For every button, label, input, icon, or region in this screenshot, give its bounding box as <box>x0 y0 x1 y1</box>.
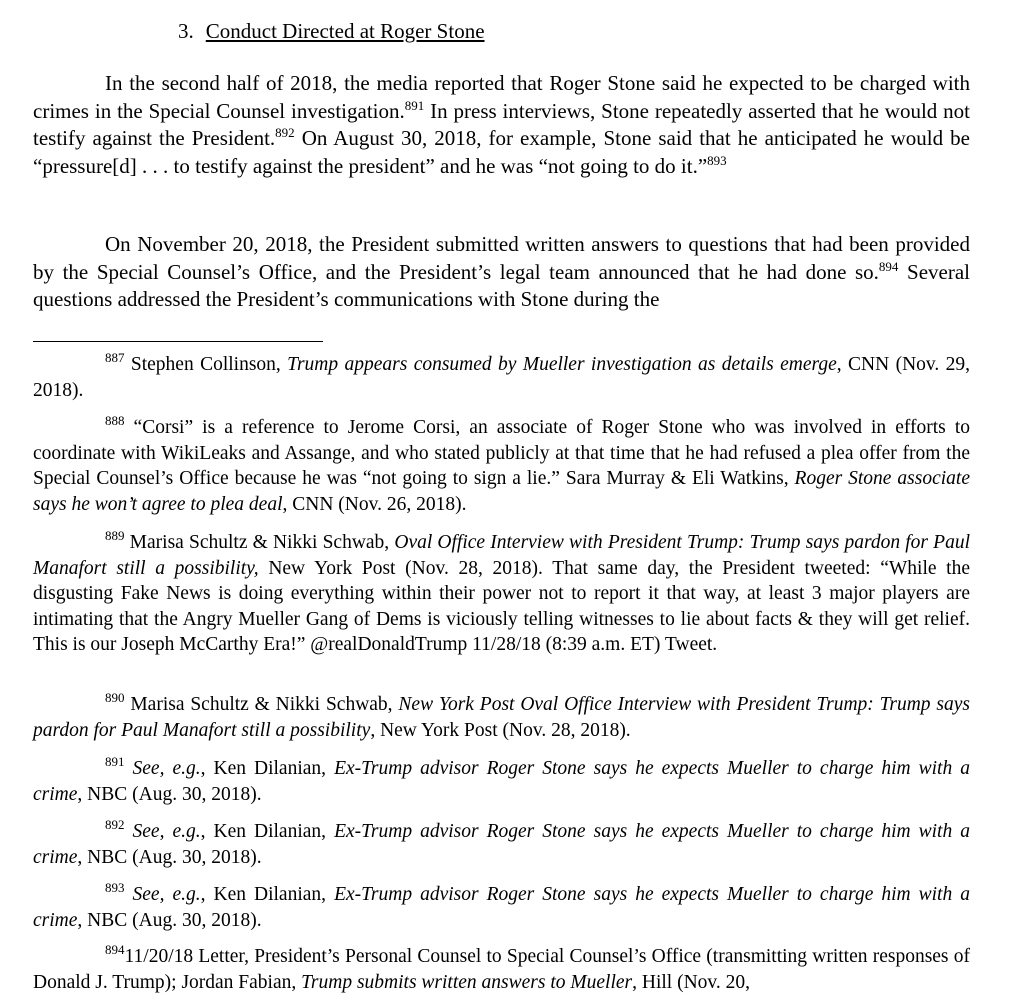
footnote-reference: 891 <box>404 97 425 113</box>
footnote-number: 888 <box>105 413 125 428</box>
text-run: , Hill (Nov. 20, <box>632 971 751 993</box>
italic-title: Roger Stone associate says he won’t agree to plea deal <box>33 468 970 515</box>
text-run: , Ken Dilanian, <box>200 758 335 779</box>
italic-title: Trump submits written answers to Mueller <box>301 971 633 993</box>
footnote <box>33 352 970 403</box>
footnote-number: 892 <box>105 817 125 832</box>
text-run <box>125 821 133 842</box>
body-paragraph <box>33 231 970 314</box>
italic-title: Ex-Trump advisor Roger Stone says he expects Mueller to charge him with a crime <box>33 884 970 931</box>
italic-title: Oval Office Interview with President Trump: Trump says pardon for Paul Manafort still a possibility, <box>33 532 970 579</box>
italic-title: New York Post Oval Office Interview with President Trump: Trump says pardon for Paul Manafort still a possibility <box>33 694 970 741</box>
text-run: , Ken Dilanian, <box>200 884 335 905</box>
italic-title: Trump appears consumed by Mueller investigation as details emerge <box>287 354 837 375</box>
italic-title: See, e.g. <box>132 884 201 905</box>
footnote <box>33 882 970 933</box>
footnote <box>33 819 970 870</box>
footnote-reference: 894 <box>878 258 899 274</box>
footnote <box>33 692 970 743</box>
text-run: Several questions addressed the President’s communications with Stone during the <box>33 259 970 311</box>
footnote-reference: 892 <box>275 125 295 140</box>
text-run: , CNN (Nov. 29, 2018). <box>33 354 971 401</box>
footnote-number: 893 <box>105 880 125 895</box>
footnote-reference: 893 <box>707 152 727 168</box>
footnote-number: 890 <box>105 690 125 705</box>
text-run: New York Post (Nov. 28, 2018). That same day, the President tweeted: “While the disgusting Fake News is doing everything within their power not to report it that way, at least 3 major players are intimating that the Angry Mueller Gang of Dems is viciously telling witnesses to lie about facts & they will get relief. This is our Joseph McCarthy Era!” @realDonaldTrump 11/28/18 (8:39 a.m. ET) Tweet. <box>33 557 971 655</box>
text-run: On November 20, 2018, the President submitted written answers to questions that had been provided by the Special Counsel’s Office, and the President’s legal team announced that he had done so. <box>33 232 970 284</box>
footnote <box>33 415 970 517</box>
footnote <box>33 530 970 658</box>
text-run: , CNN (Nov. 26, 2018). <box>282 493 467 515</box>
text-run: , NBC (Aug. 30, 2018). <box>77 846 262 868</box>
text-run: In the second half of 2018, the media reported that Roger Stone said he expected to be charged with crimes in the Special Counsel investigation. <box>33 71 970 123</box>
footnote-number: 891 <box>105 754 125 769</box>
text-run: , NBC (Aug. 30, 2018). <box>77 909 262 931</box>
footnote-number: 894 <box>105 942 125 957</box>
italic-title: See, e.g. <box>132 758 201 779</box>
footnote-number: 887 <box>105 350 125 365</box>
italic-title: See, e.g. <box>132 821 201 842</box>
text-run: , Ken Dilanian, <box>200 821 335 842</box>
text-run: On August 30, 2018, for example, Stone said that he anticipated he would be “pressure[d] . . . to testify against the president” and he was “not going to do it.” <box>33 126 970 178</box>
body-paragraph <box>33 70 970 180</box>
text-run: , New York Post (Nov. 28, 2018). <box>370 719 631 741</box>
footnote <box>33 756 970 807</box>
text-run: , NBC (Aug. 30, 2018). <box>77 783 262 805</box>
italic-title: Ex-Trump advisor Roger Stone says he expects Mueller to charge him with a crime <box>33 758 970 805</box>
text-run <box>125 884 133 905</box>
footnote-separator <box>33 341 323 342</box>
section-number: 3. <box>178 19 194 43</box>
text-run: 11/20/18 Letter, President’s Personal Counsel to Special Counsel’s Office (transmitting written responses of Donald J. Trump); Jordan Fabian, <box>33 946 970 993</box>
section-title: Conduct Directed at Roger Stone <box>205 19 485 43</box>
italic-title: Ex-Trump advisor Roger Stone says he expects Mueller to charge him with a crime <box>33 821 970 868</box>
text-run <box>125 758 133 779</box>
text-run: Stephen Collinson, <box>124 354 288 375</box>
text-run: “Corsi” is a reference to Jerome Corsi, an associate of Roger Stone who was involved in efforts to coordinate with WikiLeaks and Assange, and who stated publicly at that time that he had refused a plea offer from the Special Counsel’s Office because he was “not going to sign a lie.” Sara Murray & Eli Watkins, <box>33 417 970 489</box>
footnote <box>33 944 970 995</box>
footnote-number: 889 <box>105 528 125 543</box>
text-run: In press interviews, Stone repeatedly asserted that he would not testify against the President. <box>33 98 970 150</box>
section-heading <box>178 18 485 44</box>
text-run: Marisa Schultz & Nikki Schwab, <box>124 532 395 553</box>
text-run: Marisa Schultz & Nikki Schwab, <box>124 694 399 715</box>
